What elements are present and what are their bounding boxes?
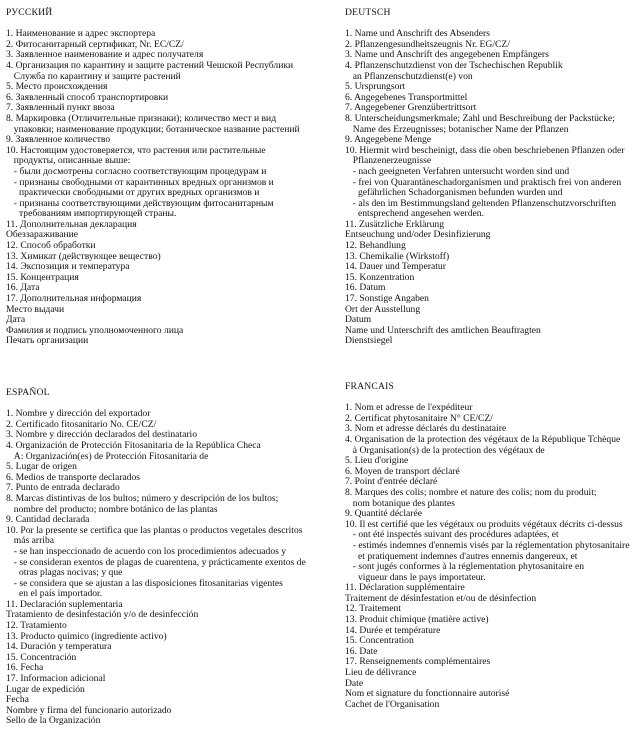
document-line: Lugar de expedición	[6, 683, 85, 695]
document-line: 7. Angegebener Grenzübertrittsort	[345, 102, 477, 114]
document-line: 13. Химикат (действующее вещество)	[6, 250, 161, 262]
document-line: Datum	[345, 314, 372, 326]
document-line: 13. Producto químico (ingrediente activo)	[6, 630, 167, 642]
document-line: 6. Заявленный способ транспортировки	[6, 91, 169, 103]
document-line: A: Organización(es) de Protección Fitosanitaria de	[13, 450, 209, 462]
document-line: 11. Zusätzliche Erklärung	[345, 218, 445, 230]
document-line: 15. Концентрация	[6, 271, 79, 283]
document-line: 11. Déclaration supplémentaire	[345, 582, 465, 594]
document-line: 15. Konzentration	[345, 271, 415, 283]
section-spanish	[6, 388, 326, 727]
document-line: an Pflanzenschutzdienst(e) von	[352, 70, 473, 82]
document-line: требованиям импортирующей страны.	[19, 208, 177, 220]
document-line: Entseuchung und/oder Desinfizierung	[345, 229, 491, 241]
document-line: gefährlichen Schadorganismen befunden wurden und	[358, 187, 563, 199]
document-line: 1. Наименование и адрес экспортера	[6, 28, 156, 40]
document-line: 10. Настоящим удостоверяется, что растения или растительные	[6, 144, 266, 156]
document-line: Nombre y firma del funcionario autorizado	[6, 704, 172, 716]
section-title: РУССКИЙ	[6, 7, 53, 18]
document-line: 8. Marques des colis; nombre et nature des colis; nom du produit;	[345, 486, 597, 498]
document-line: en el país importador.	[19, 588, 103, 600]
document-line: Служба по карантину и защите растений	[13, 70, 181, 82]
document-line: - ont été inspectés suivant des procédures adaptées, et	[352, 529, 559, 541]
document-line: 12. Traitement	[345, 603, 401, 615]
document-line: 15. Concentration	[345, 635, 414, 647]
document-line: vigueur dans le pays importateur.	[358, 571, 486, 583]
document-line: - были досмотрены согласно соответствующим процедурам и	[13, 165, 267, 177]
document-line: 5. Ursprungsort	[345, 81, 406, 93]
document-line: 5. Lugar de origen	[6, 461, 77, 473]
document-line: 9. Заявленное количество	[6, 134, 111, 146]
document-line: entsprechend angesehen werden.	[358, 208, 484, 220]
document-line: продукты, описанные выше:	[13, 155, 131, 167]
document-line: Fecha	[6, 694, 29, 706]
document-line: - estimés indemnes d'ennemis visés par la réglementation phytosanitaire	[352, 539, 630, 551]
document-line: et pratiquement indemnes d'autres ennemis dangereux, et	[358, 550, 578, 562]
document-line: 14. Durée et température	[345, 624, 441, 636]
document-line: 12. Behandlung	[345, 240, 406, 252]
document-line: - sont jugés conformes à la réglementation phytosanitaire en	[352, 561, 585, 573]
document-line: 17. Sonstige Angaben	[345, 293, 429, 305]
document-line: 9. Cantidad declarada	[6, 514, 90, 526]
document-line: 6. Medios de transporte declarados	[6, 471, 141, 483]
document-line: практически свободными от других вредных организмов и	[19, 187, 260, 199]
section-lines	[345, 403, 640, 710]
document-line: 16. Дата	[6, 282, 40, 294]
section-title: DEUTSCH	[345, 7, 391, 18]
document-line: otras plagas nocivas; y que	[19, 567, 123, 579]
document-line: 1. Nombre y dirección del exportador	[6, 408, 151, 420]
document-line: 11. Declaración suplementaria	[6, 598, 123, 610]
section-german	[345, 8, 640, 347]
document-line: 9. Angegebene Menge	[345, 134, 432, 146]
document-line: Nom et signature du fonctionnaire autorisé	[345, 688, 510, 700]
document-line: 17. Informacion adicional	[6, 673, 106, 685]
document-line: Печать организации	[6, 335, 89, 347]
document-line: 16. Date	[345, 645, 378, 657]
document-line: Pflanzenerzeugnisse	[352, 155, 432, 167]
document-line: 10. Il est certifié que les végétaux ou produits végétaux décrits ci-dessus	[345, 518, 623, 530]
section-lines	[6, 409, 326, 727]
document-line: - se consideran exentos de plagas de cuarentena, y prácticamente exentos de	[13, 556, 306, 568]
section-russian	[6, 8, 326, 347]
document-line: 3. Name und Anschrift des angegebenen Empfängers	[345, 49, 549, 61]
document-line: 2. Certificado fitosanitario No. CE/CZ/	[6, 418, 157, 430]
section-lines	[345, 29, 640, 347]
document-line: nom botanique des plantes	[352, 497, 455, 509]
document-line: - признаны свободными от карантинных вредных организмов и	[13, 176, 274, 188]
document-line: 10. Por la presente se certifica que las plantas o productos vegetales descritos	[6, 524, 303, 536]
document-line: упаковки; наименование продукции; ботаническое название растений	[13, 123, 300, 135]
document-line: 3. Nom et adresse déclarés du destinataire	[345, 423, 507, 435]
document-line: 4. Организация по карантину и защите растений Чешской Республики	[6, 59, 294, 71]
document-line: - se considera que se ajustan a las disposiciones fitosanitarias vigentes	[13, 577, 283, 589]
document-line: 17. Дополнительная информация	[6, 293, 142, 305]
document-line: - признаны соответствующими действующим фитосанитарным	[13, 197, 274, 209]
document-line: Lieu de délivrance	[345, 667, 417, 679]
document-line: 14. Duración y temperatura	[6, 641, 112, 653]
section-title: ESPAÑOL	[6, 387, 50, 398]
document-line: Dienstsiegel	[345, 335, 393, 347]
document-line: 1. Name und Anschrift des Absenders	[345, 28, 490, 40]
document-line: Фамилия и подпись уполномоченного лица	[6, 324, 184, 336]
document-line: 8. Marcas distintivas de los bultos; número y descripción de los bultos;	[6, 492, 279, 504]
document-line: 10. Hiermit wird bescheinigt, dass die oben beschriebenen Pflanzen oder	[345, 144, 625, 156]
document-line: 1. Nom et adresse de l'expéditeur	[345, 402, 473, 414]
document-line: Name des Erzeugnisses; botanischer Name der Pflanzen	[352, 123, 569, 135]
document-line: más arriba	[13, 535, 55, 547]
document-line: 16. Datum	[345, 282, 386, 294]
document-line: - nach geeigneten Verfahren untersucht worden sind und	[352, 165, 570, 177]
document-line: Обеззараживание	[6, 229, 79, 241]
document-line: 5. Lieu d'origine	[345, 455, 409, 467]
document-line: 16. Fecha	[6, 662, 44, 674]
document-line: 6. Moyen de transport déclaré	[345, 465, 460, 477]
document-line: 8. Unterscheidungsmerkmale; Zahl und Beschreibung der Packstücke;	[345, 112, 615, 124]
document-line: Sello de la Organización	[6, 715, 101, 727]
document-line: 4. Organisation de la protection des végétaux de la République Tchèque	[345, 433, 621, 445]
document-line: 11. Дополнительная декларация	[6, 218, 137, 230]
document-line: 9. Quantité déclarée	[345, 508, 422, 520]
section-lines	[6, 29, 326, 347]
document-line: 15. Concentración	[6, 651, 77, 663]
document-line: 2. Фитосанитарный сертификат, Nr. EC/CZ/	[6, 38, 184, 50]
document-line: 2. Certificat phytosanitaire N° CE/CZ/	[345, 412, 493, 424]
document-line: Traitement de désinfestation et/ou de désinfection	[345, 592, 537, 604]
document-line: 13. Chemikalie (Wirkstoff)	[345, 250, 450, 262]
document-line: Name und Unterschrift des amtlichen Beauftragten	[345, 324, 541, 336]
document-line: 13. Produit chimique (matière active)	[345, 614, 489, 626]
document-line: 5. Место происхождения	[6, 81, 108, 93]
document-line: à Organisation(s) de la protection des végétaux de	[352, 444, 545, 456]
document-line: Ort der Ausstellung	[345, 303, 421, 315]
document-line: 7. Заявленный пункт ввоза	[6, 102, 115, 114]
document-line: 3. Заявленное наименование и адрес получателя	[6, 49, 204, 61]
section-title: FRANCAIS	[345, 381, 395, 392]
document-line: Дата	[6, 314, 26, 326]
document-line: 14. Экспозиция и температура	[6, 261, 130, 273]
document-line: 14. Dauer und Temperatur	[345, 261, 446, 273]
document-line: - frei von Quarantäneschadorganismen und praktisch frei von anderen	[352, 176, 622, 188]
document-line: 4. Pflanzenschutzdienst von der Tschechischen Republik	[345, 59, 563, 71]
document-line: 6. Angegebenes Transportmittel	[345, 91, 468, 103]
document-line: 3. Nombre y dirección declarados del destinatario	[6, 429, 198, 441]
document-line: - se han inspeccionado de acuerdo con los procedimientos adecuados y	[13, 545, 287, 557]
document-line: Date	[345, 677, 364, 689]
document-line: 4. Organización de Protección Fitosanitaria de la República Checa	[6, 439, 261, 451]
document-line: 7. Punto de entrada declarado	[6, 482, 120, 494]
document-line: 12. Способ обработки	[6, 240, 96, 252]
document-line: 8. Маркировка (Отличительные признаки); количество мест и вид	[6, 112, 277, 124]
document-line: 7. Point d'entrée déclaré	[345, 476, 438, 488]
document-line: Место выдачи	[6, 303, 65, 315]
document-line: 12. Tratamiento	[6, 620, 67, 632]
section-french	[345, 382, 640, 710]
document-line: Cachet de l'Organisation	[345, 698, 440, 710]
document-line: 2. Pflanzengesundheitszeugnis Nr. EG/CZ/	[345, 38, 510, 50]
document-line: - als den im Bestimmungsland geltenden Pflanzenschutzvorschriften	[352, 197, 617, 209]
document-line: Tratamiento de desinfestación y/o de desinfección	[6, 609, 199, 621]
document-line: 17. Renseignements complémentaires	[345, 656, 491, 668]
document-line: nombre del producto; nombre botánico de las plantas	[13, 503, 218, 515]
